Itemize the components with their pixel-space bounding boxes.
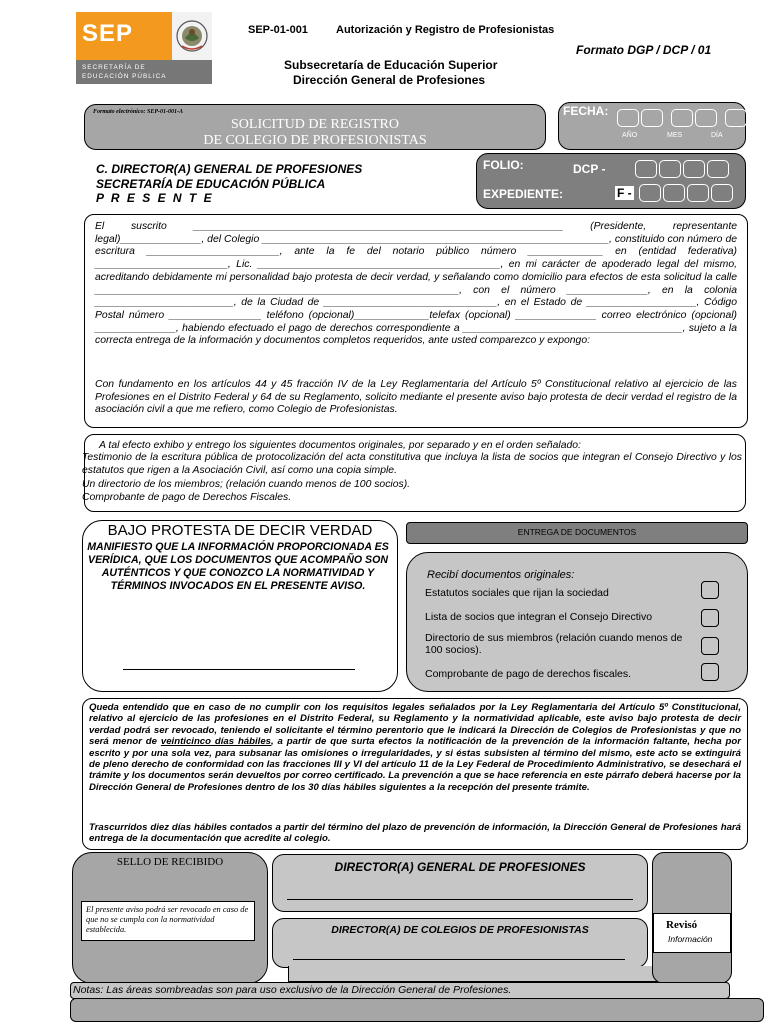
expediente-cell-3[interactable]: [687, 184, 709, 202]
director-colegios-label: DIRECTOR(A) DE COLEGIOS DE PROFESIONISTAS: [331, 924, 589, 936]
entrega-checkbox-1[interactable]: [701, 581, 719, 599]
folio-cell-2[interactable]: [659, 160, 681, 178]
solicitation-paragraph-2: Con fundamento en los artículos 44 y 45 fracción IV de la Ley Reglamentaria del Artículo 5º Constitucional relativo al ejercicio de las Profesiones en el Distrito Federal y 64 de su Reglamento, solicito mediante el presente aviso bajo protesta de decir verdad el registro de la asociación civil a que me refiero, como Colegio de Profesionistas.: [95, 379, 737, 416]
expediente-cells: [639, 184, 735, 202]
entrega-box: [406, 552, 748, 692]
entrega-header: [406, 522, 748, 544]
solicitation-body-box: [84, 214, 748, 428]
sello-note: El presente aviso podrá ser revocado en caso de que no se cumpla con la normatividad establecida.: [81, 901, 255, 941]
folio-label: FOLIO:: [483, 158, 524, 172]
reviso-inner: [653, 913, 731, 953]
format-label: Formato DGP / DCP / 01: [576, 43, 712, 57]
folio-cell-1[interactable]: [635, 160, 657, 178]
protesta-box: [82, 520, 398, 692]
expediente-label: EXPEDIENTE:: [483, 187, 564, 201]
folio-cell-3[interactable]: [683, 160, 705, 178]
director-colegios-bottom-strip: [288, 966, 662, 982]
protesta-title: BAJO PROTESTA DE DECIR VERDAD: [107, 522, 373, 539]
legal-paragraph-2: Trascurridos diez días hábiles contados a partir del término del plazo de prevención de información, la Dirección General de Profesiones hará entrega de la documentación que acredite al colegio.: [89, 822, 741, 845]
addressee-line-3: P R E S E N T E: [96, 191, 214, 205]
addressee-line-2: SECRETARÍA DE EDUCACIÓN PÚBLICA: [96, 177, 326, 191]
subsecretaria: Subsecretaría de Educación Superior: [284, 58, 498, 72]
document-item-3: Comprobante de pago de Derechos Fiscales.: [82, 492, 292, 503]
legal-paragraph-1-a: Queda entendido que en caso de no cumplir con los requisitos legales señalados por la Ley Reglamentaria del Artículo 5º Constitucional, relativo al ejercicio de las profesiones en el Distrito Federal, su Reglamento y la normatividad aplicable, este aviso bajo protesta de decir verdad podrá ser revocado, teniendo el solicitante el término perentorio que le indicará la Dirección de Colegios de Profesionistas y que no será menor de: [89, 702, 741, 748]
sello-title: SELLO DE RECIBIDO: [116, 856, 224, 868]
document-item-2: Un directorio de los miembros; (relación cuando menos de 100 socios).: [82, 479, 411, 490]
expediente-cell-2[interactable]: [663, 184, 685, 202]
fecha-year-label: AÑO: [622, 132, 638, 139]
electronic-format-caption: Formato electrónico: SEP-01-001-A: [93, 109, 183, 115]
director-colegios-box: [272, 918, 648, 968]
bottom-gray-bar: [70, 998, 764, 1022]
expediente-cell-1[interactable]: [639, 184, 661, 202]
fecha-month-label: MES: [667, 132, 683, 139]
expediente-prefix: F -: [617, 186, 632, 200]
title-box: [84, 104, 546, 150]
sep-logo-orange-block: [76, 12, 172, 60]
entrega-checkbox-3[interactable]: [701, 637, 719, 655]
legal-paragraph-1-underlined: veinticinco días hábiles: [160, 736, 272, 748]
fecha-year-cell-1[interactable]: [617, 109, 639, 127]
sep-logo: [76, 12, 212, 84]
director-general-label: DIRECTOR(A) GENERAL DE PROFESIONES: [334, 860, 586, 874]
fecha-day-cell-1[interactable]: [725, 109, 747, 127]
folio-cell-4[interactable]: [707, 160, 729, 178]
reviso-label: Revisó: [666, 919, 698, 931]
documents-intro: A tal efecto exhibo y entrego los siguientes documentos originales, por separado y en el orden señalado:: [99, 440, 581, 451]
form-code: SEP-01-001: [248, 24, 308, 36]
fecha-month-cell-2[interactable]: [695, 109, 717, 127]
sep-logo-subtitle-1: SECRETARÍA DE: [82, 64, 146, 71]
legal-box: [82, 698, 748, 850]
folio-prefix: DCP -: [573, 162, 606, 176]
fecha-month-cell-1[interactable]: [671, 109, 693, 127]
sep-logo-text: SEP: [82, 20, 134, 47]
solicitation-paragraph-1: El suscrito ________________________________________________________________ (Presidente, representante legal)______________, del Colegio ____________________________________________________________, constituido con número de escritura _______________________, ante la fe del notario público número _____________ en (entidad federativa) _______________________, Lic. __________________________________________, en mi carácter de apoderado legal del mismo, acreditando debidamente mi personalidad bajo protesta de decir verdad, y señalando como domicilio para efectos de esta solicitud la calle _______________________________________________________________, con el número ______________, en la colonia ________________________, de la Ciudad de ______________________________, en el Estado de ___________________, Código Postal número ________________ teléfono (opcional)_____________telefax (opcional) ______________ correo electrónico (opcional) ______________, habiendo efectuado el pago de derechos correspondiente a ______________________________________, sujeto a la correcta entrega de la información y documentos completos requeridos, ante usted comparezco y expongo:: [95, 221, 737, 347]
recibi-label: Recibí documentos originales:: [427, 569, 575, 581]
entrega-item-3: Directorio de sus miembros (relación cuando menos de 100 socios).: [425, 632, 683, 656]
protesta-text: MANIFIESTO QUE LA INFORMACIÓN PROPORCIONADA ES VERÍDICA, QUE LOS DOCUMENTOS QUE ACOMPAÑO SON AUTÉNTICOS Y QUE CONOZCO LA NORMATIVIDAD Y TÉRMINOS INVOCADOS EN EL PRESENTE AVISO.: [87, 541, 389, 592]
expediente-cell-4[interactable]: [711, 184, 733, 202]
entrega-item-4: Comprobante de pago de derechos fiscales.: [425, 668, 632, 680]
protesta-signature-line[interactable]: [123, 669, 355, 670]
fecha-day-cell-2[interactable]: [749, 109, 768, 127]
direccion-general: Dirección General de Profesiones: [293, 73, 486, 87]
title-line-2: DE COLEGIO DE PROFESIONISTAS: [203, 133, 427, 148]
title-line-1: SOLICITUD DE REGISTRO: [231, 117, 399, 132]
form-title: Autorización y Registro de Profesionistas: [336, 24, 555, 36]
director-general-signature-line[interactable]: [287, 899, 633, 900]
sep-logo-subtitle-block: [76, 60, 212, 84]
folio-cells: [635, 160, 731, 178]
fecha-year-cell-2[interactable]: [641, 109, 663, 127]
coat-of-arms-emblem: [172, 12, 212, 60]
fecha-label: FECHA:: [563, 104, 609, 118]
fecha-cells: [617, 109, 768, 127]
notas-box: [70, 982, 730, 999]
entrega-checkbox-2[interactable]: [701, 609, 719, 627]
informacion-label: Información: [668, 934, 713, 944]
entrega-checkbox-4[interactable]: [701, 663, 719, 681]
document-item-1: Testimonio de la escritura pública de protocolización del acta constitutiva que incluya la lista de socios que integran el Consejo Directivo y los estatutos que rigen a la Asociación Civil, así como una copia simple.: [82, 452, 742, 476]
director-general-box: [272, 854, 648, 912]
sep-logo-subtitle-2: EDUCACIÓN PÚBLICA: [82, 73, 167, 80]
entrega-item-1: Estatutos sociales que rijan la sociedad: [425, 587, 609, 599]
legal-paragraph-1: [89, 702, 741, 793]
reviso-box: [652, 852, 732, 984]
sello-box: [72, 852, 268, 984]
entrega-item-2: Lista de socios que integran el Consejo Directivo: [425, 611, 653, 623]
entrega-header-label: ENTREGA DE DOCUMENTOS: [517, 527, 637, 537]
folio-box: [476, 153, 746, 209]
legal-paragraph-1-b: , a partir de que surta efectos la notificación de la prevención de la información faltante, hecha por escrito y por una sola vez, para subsanar las omisiones o irregularidades, y si éstas subsisten al término del mismo, este acto se extinguirá de pleno derecho de conformidad con las fracciones III y VI del artículo 11 de la Ley Federal de Procedimiento Administrativo, se desechará el trámite y los documentos serán devueltos por correo certificado. La prevención a que se hace referencia en este párrafo deberá hacerse por la Dirección General de Profesiones dentro de los 30 días hábiles siguientes a la recepción del presente trámite.: [89, 736, 741, 793]
fecha-box: [558, 102, 746, 150]
addressee-line-1: C. DIRECTOR(A) GENERAL DE PROFESIONES: [96, 162, 363, 176]
notas-text: Notas: Las áreas sombreadas son para uso exclusivo de la Dirección General de Profesiones.: [73, 984, 512, 996]
director-colegios-signature-line[interactable]: [293, 959, 625, 960]
fecha-day-label: DÍA: [711, 132, 723, 139]
